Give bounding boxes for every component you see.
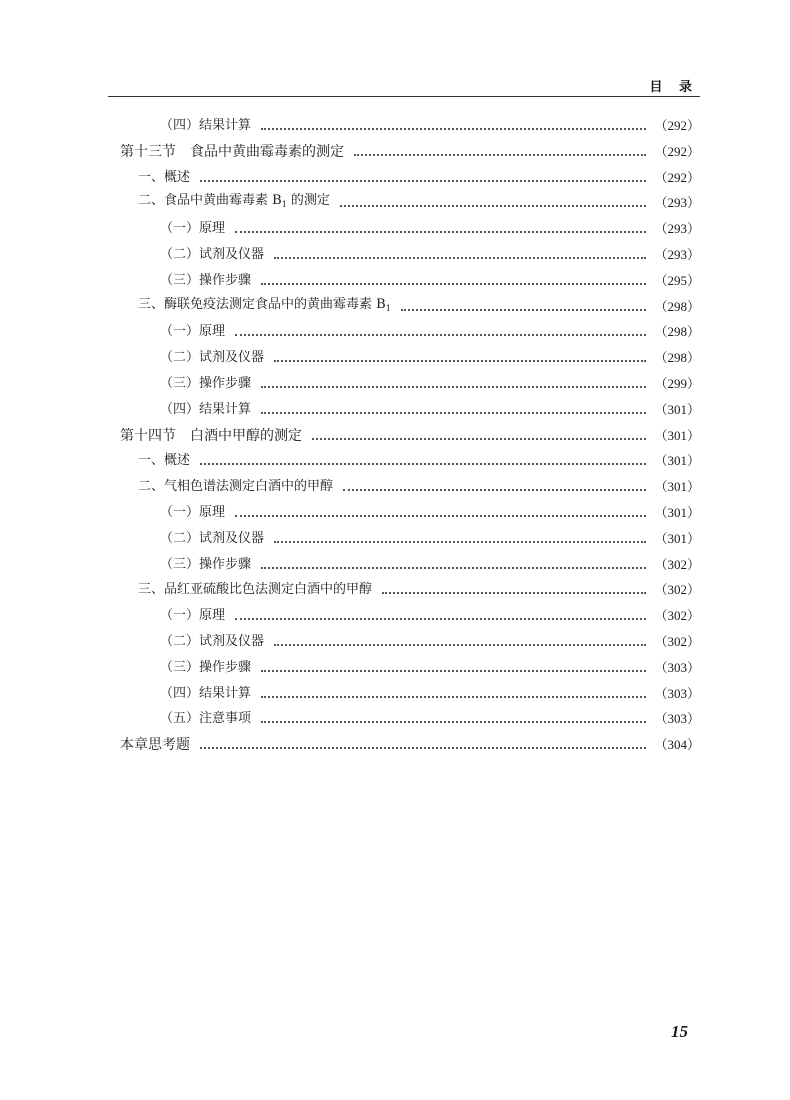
toc-entry-label <box>138 293 397 321</box>
toc-entry-page: （301） <box>654 479 700 495</box>
toc-entry-label <box>160 269 257 293</box>
toc-entry <box>160 630 700 654</box>
toc-entry-title: （四）结果计算 <box>160 685 252 701</box>
dot-leader <box>200 180 646 182</box>
toc-entry-label <box>160 346 270 370</box>
toc-entry-title: （二）试剂及仪器 <box>160 530 265 546</box>
toc-entry <box>120 733 700 757</box>
dot-leader <box>261 721 646 723</box>
dot-leader <box>274 360 646 362</box>
toc-entry-title: （一）原理 <box>160 608 226 624</box>
toc-entry-label <box>138 578 378 602</box>
toc-entry <box>160 217 700 241</box>
toc-entry-title: （三）操作步骤 <box>160 272 252 288</box>
toc-entry <box>160 527 700 551</box>
toc-entry-title: 三、品红亚硫酸比色法测定白酒中的甲醇 <box>138 582 373 598</box>
toc-entry-page: （301） <box>654 530 700 546</box>
dot-leader <box>235 515 646 517</box>
toc-entry <box>138 578 700 602</box>
toc-entry-title: 三、酶联免疫法测定食品中的黄曲霉毒素 B <box>138 296 386 312</box>
toc-entry-title: （一）原理 <box>160 221 226 237</box>
toc-entry-page: （301） <box>654 505 700 520</box>
toc-entry-title: （三）操作步骤 <box>160 376 252 391</box>
toc-entry-title: 一、概述 <box>138 169 191 185</box>
toc-entry-page: （303） <box>654 659 700 675</box>
dot-leader <box>235 231 646 233</box>
toc-entry-page: （301） <box>654 427 700 443</box>
toc-entry-page: （298） <box>654 324 700 340</box>
toc-entry-page: （301） <box>654 401 700 417</box>
toc-entry-page: （299） <box>654 376 700 391</box>
toc-entry-title: 第十四节 白酒中甲醇的测定 <box>120 427 302 444</box>
toc-entry <box>160 553 700 577</box>
toc-entry-label <box>160 553 257 577</box>
toc-entry-label <box>160 217 231 241</box>
toc-entry <box>120 140 700 164</box>
dot-leader <box>261 412 646 414</box>
dot-leader <box>274 257 646 259</box>
toc-entry-label <box>160 656 257 680</box>
toc-entry <box>160 682 700 706</box>
toc-entry-label <box>160 320 231 344</box>
toc-entry <box>160 269 700 293</box>
toc-entry-title: （二）试剂及仪器 <box>160 247 265 262</box>
toc-entry-label <box>160 527 270 551</box>
toc-entry <box>160 707 700 731</box>
toc-entry-label <box>160 398 257 422</box>
toc-entry-label <box>160 682 257 706</box>
toc-entry-title: 二、气相色谱法测定白酒中的甲醇 <box>138 479 334 495</box>
dot-leader <box>200 463 646 465</box>
toc-entry <box>138 166 700 190</box>
toc-entry-page: （293） <box>654 195 700 211</box>
toc-entry-label <box>160 114 257 138</box>
toc-entry-page: （302） <box>654 582 700 598</box>
dot-leader <box>261 567 646 569</box>
toc-entry-page: （304） <box>654 737 700 753</box>
toc-entry-label <box>138 449 196 473</box>
toc-entry <box>160 372 700 396</box>
toc-entry-page: （302） <box>654 634 700 649</box>
toc-entry-title: 一、概述 <box>138 453 191 469</box>
toc-entry-label <box>160 707 257 731</box>
dot-leader <box>274 541 646 543</box>
toc-entry-title: 二、食品中黄曲霉毒素 B <box>138 193 282 209</box>
dot-leader <box>235 618 646 620</box>
toc-entry <box>138 295 700 319</box>
toc-entry <box>160 243 700 267</box>
toc-entry <box>160 114 700 138</box>
dot-leader <box>340 205 647 207</box>
toc-entry-page: （302） <box>654 608 700 624</box>
dot-leader <box>401 309 647 311</box>
toc-entry-page: （292） <box>654 143 700 159</box>
toc-entry-label <box>160 604 231 628</box>
toc-entry-label <box>138 475 339 499</box>
toc-entry-page: （303） <box>654 685 700 701</box>
toc-entry-title: 第十三节 食品中黄曲霉毒素的测定 <box>120 143 344 160</box>
toc-entry-label <box>120 424 308 448</box>
dot-leader <box>261 670 646 672</box>
toc-entry-title: （二）试剂及仪器 <box>160 634 265 649</box>
toc-entry-title: （四）结果计算 <box>160 401 252 417</box>
toc-entry-title: （四）结果计算 <box>160 118 252 133</box>
toc-entry-label <box>160 630 270 654</box>
dot-leader <box>261 386 646 388</box>
dot-leader <box>274 644 646 646</box>
toc-entry-page: （293） <box>654 247 700 262</box>
toc-entry <box>138 475 700 499</box>
toc-entry <box>160 501 700 525</box>
toc-entry-label <box>138 189 336 217</box>
toc-entry-label <box>120 733 196 757</box>
toc-entry-page: （292） <box>654 169 700 185</box>
dot-leader <box>200 747 646 749</box>
toc-entry-page: （301） <box>654 453 700 469</box>
dot-leader <box>312 438 646 440</box>
toc-entry-title: （五）注意事项 <box>160 711 252 727</box>
toc-entry-page: （295） <box>654 272 700 288</box>
toc-entry-subscript: 1 <box>385 303 391 313</box>
dot-leader <box>354 154 646 156</box>
dot-leader <box>235 334 646 336</box>
toc-entry-title: （三）操作步骤 <box>160 556 252 572</box>
toc-entry-title: （一）原理 <box>160 505 226 520</box>
toc-entry-label <box>120 140 350 164</box>
dot-leader <box>261 696 646 698</box>
toc-entry-subscript: 1 <box>281 200 287 210</box>
toc-entry-label <box>138 166 196 190</box>
toc-entry-page: （303） <box>654 711 700 727</box>
toc-entry-title-suffix: 的测定 <box>286 193 330 209</box>
header-title: 目 录 <box>649 80 698 95</box>
toc-entry-title: （二）试剂及仪器 <box>160 350 265 366</box>
toc-entry <box>138 191 700 215</box>
page-number: 15 <box>671 1022 688 1041</box>
header-rule <box>108 96 700 97</box>
toc-entry <box>160 398 700 422</box>
toc-entry-page: （302） <box>654 556 700 572</box>
toc-entry <box>160 320 700 344</box>
toc-entry-page: （292） <box>654 118 700 133</box>
toc-entry <box>160 656 700 680</box>
toc-entry-title: （三）操作步骤 <box>160 659 252 675</box>
toc-entry-label <box>160 501 231 525</box>
toc-entry-page: （298） <box>654 298 700 314</box>
dot-leader <box>382 592 646 594</box>
toc-entry <box>138 449 700 473</box>
toc-entry-label <box>160 372 257 396</box>
toc-entry-title: （一）原理 <box>160 324 226 340</box>
toc-entry <box>120 424 700 448</box>
toc-entry <box>160 604 700 628</box>
toc-entry-page: （298） <box>654 350 700 366</box>
dot-leader <box>261 128 646 130</box>
dot-leader <box>261 283 646 285</box>
toc-entry <box>160 346 700 370</box>
toc-entry-title: 本章思考题 <box>120 737 190 754</box>
toc-entry-label <box>160 243 270 267</box>
dot-leader <box>343 489 646 491</box>
toc-entry-page: （293） <box>654 221 700 237</box>
